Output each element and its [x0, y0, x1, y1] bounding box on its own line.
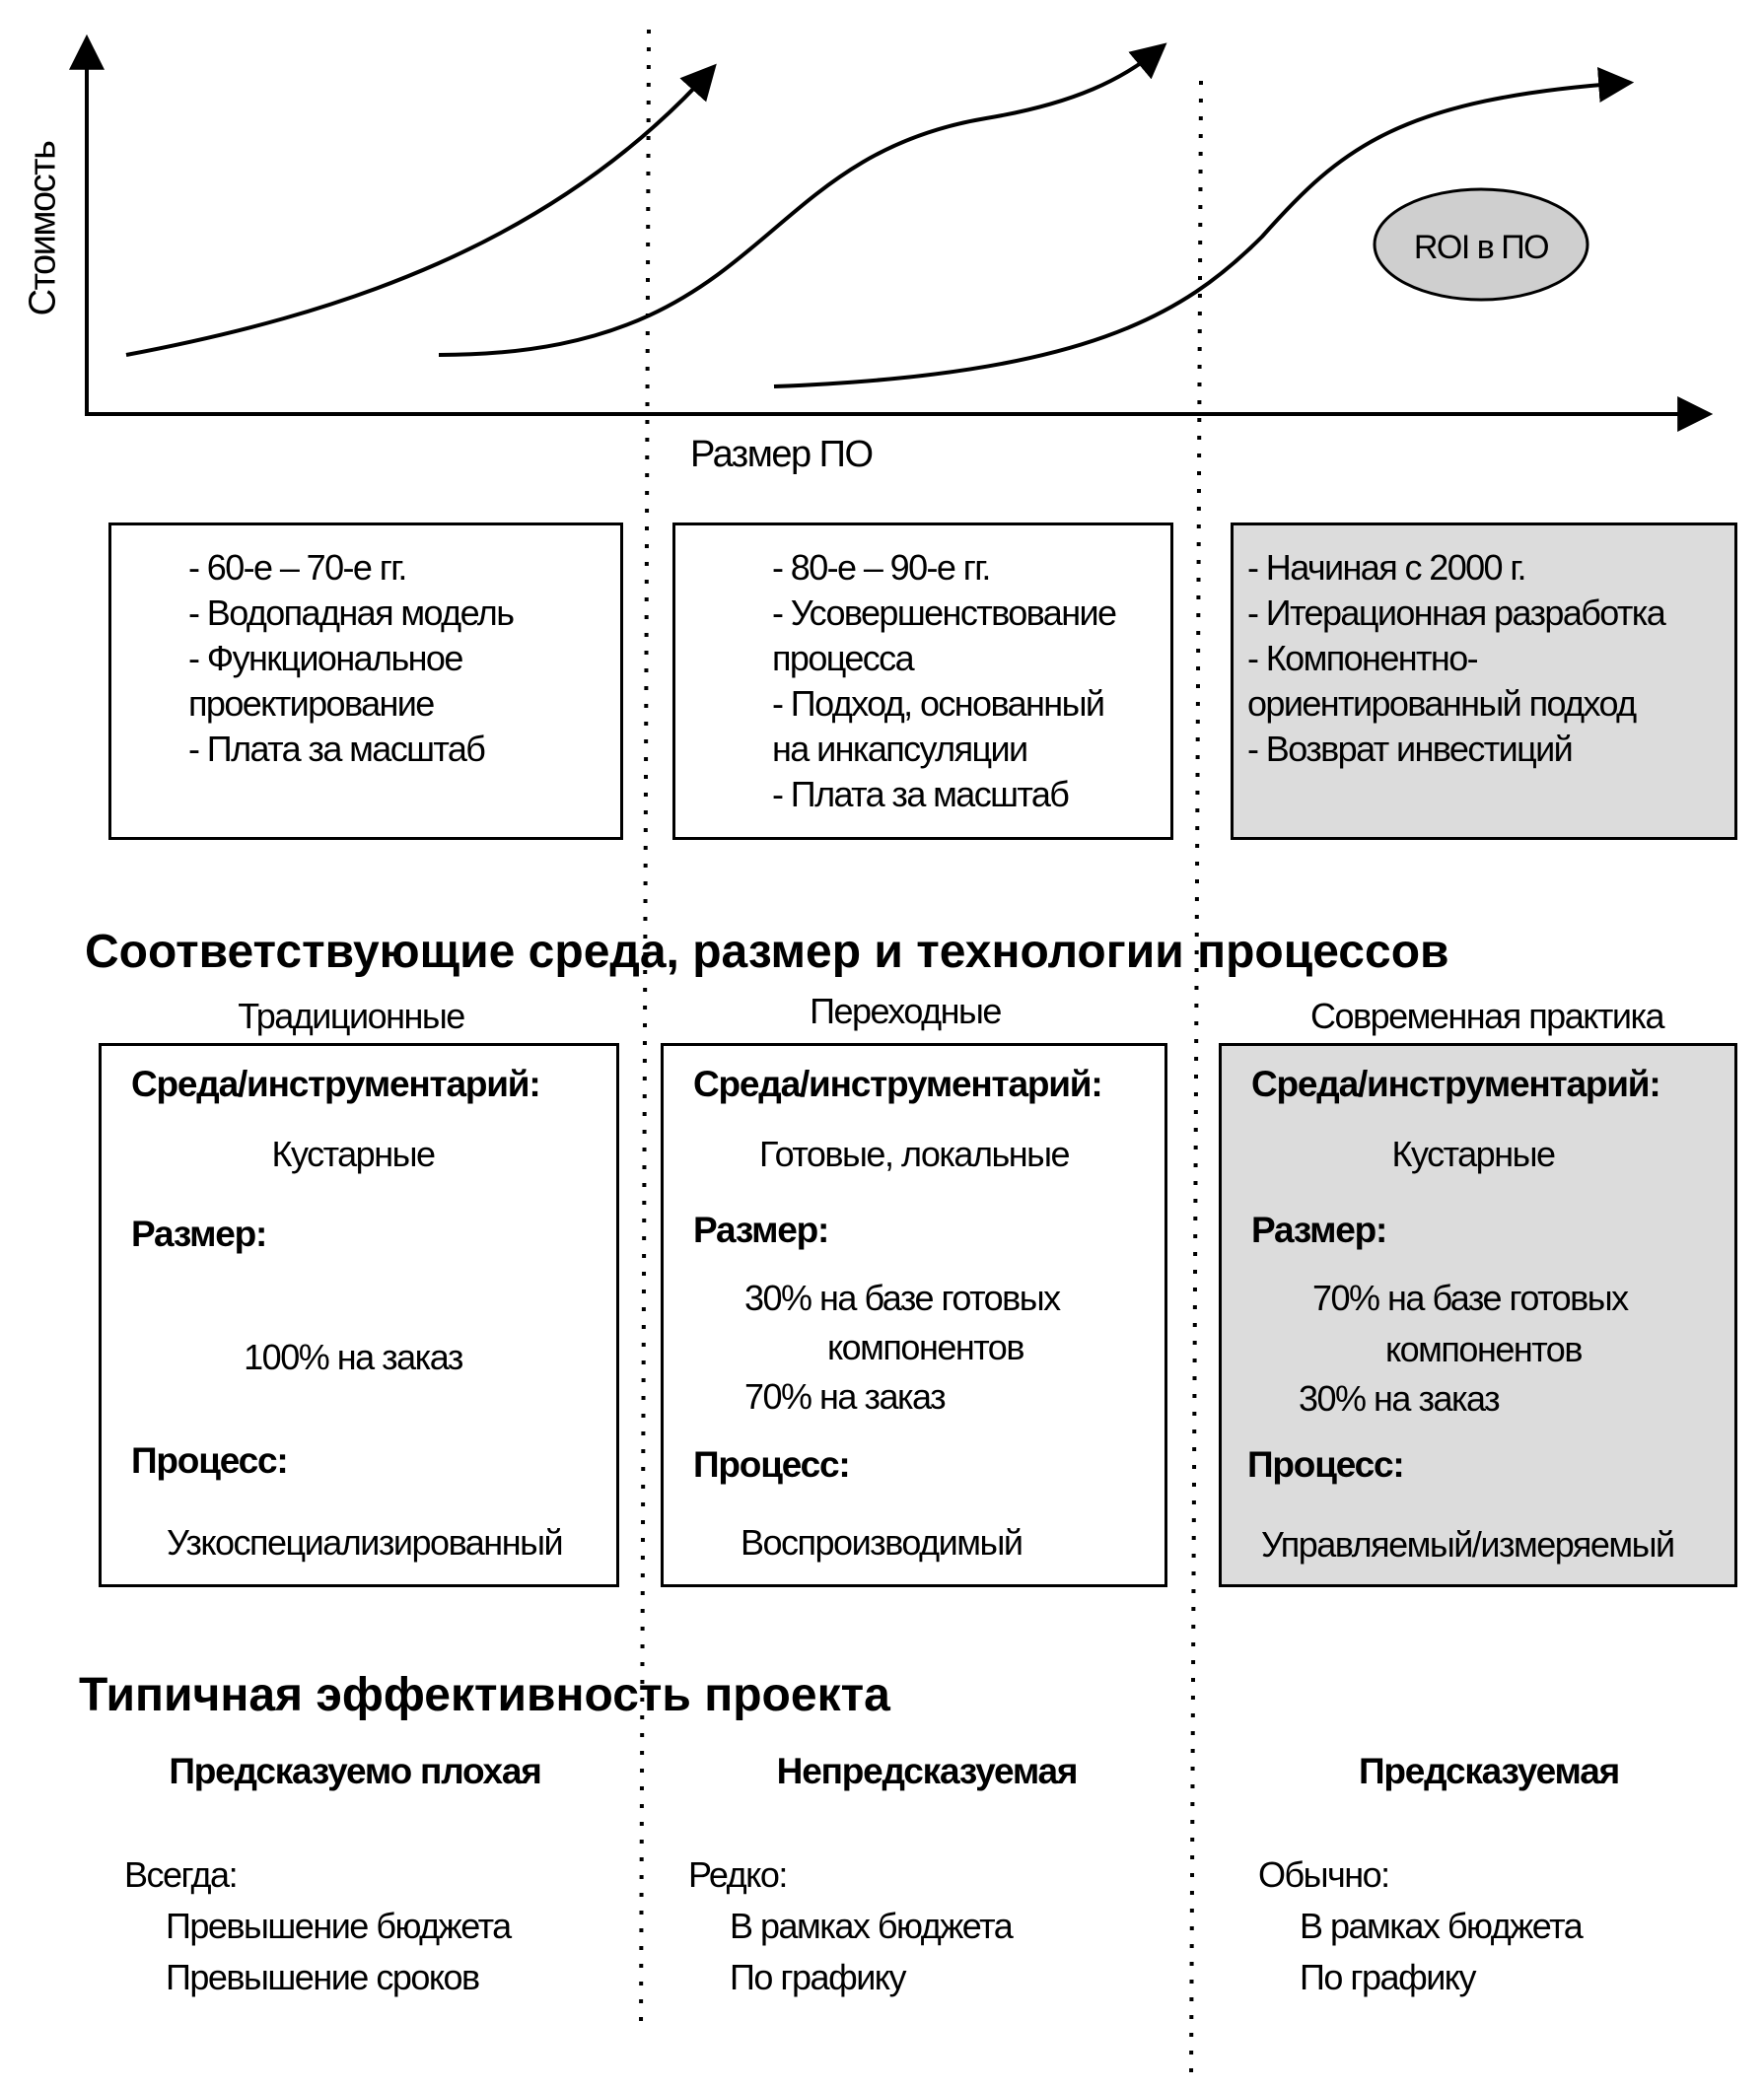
era-item: - 80-е – 90-е гг. [772, 545, 1170, 591]
era-list-transitional [772, 545, 1170, 817]
era-box-modern [1231, 522, 1737, 840]
perf-item: Превышение бюджета [166, 1906, 511, 1946]
perf-item: По графику [730, 1957, 905, 1997]
env-box-modern [1219, 1043, 1737, 1587]
process-value: Узкоспециализированный [167, 1522, 563, 1563]
process-label: Процесс: [693, 1444, 850, 1485]
size-value: 30% на заказ [1299, 1378, 1500, 1419]
era-item: - Подход, основанный на инкапсуляции [772, 681, 1127, 772]
era-item: - Функциональное проектирование [188, 636, 484, 727]
x-axis-label: Размер ПО [690, 434, 873, 475]
perf-title-unpredictable: Непредсказуемая [776, 1751, 1078, 1791]
env-value: Кустарные [1391, 1134, 1555, 1174]
section-heading-performance: Типичная эффективность проекта [79, 1669, 890, 1721]
era-item: - Плата за масштаб [772, 772, 1170, 817]
era-divider-1 [641, 30, 649, 2031]
size-value: 70% на базе готовых [1312, 1278, 1628, 1318]
perf-item: В рамках бюджета [1300, 1906, 1583, 1946]
env-label: Среда/инструментарий: [131, 1064, 540, 1104]
perf-title-predictably-bad: Предсказуемо плохая [169, 1751, 541, 1791]
size-value: 30% на базе готовых [744, 1278, 1060, 1318]
process-label: Процесс: [131, 1440, 288, 1481]
curve-transitional [439, 47, 1162, 355]
perf-details-unpredictable [688, 1849, 1012, 2003]
perf-item: В рамках бюджета [730, 1906, 1013, 1946]
perf-lead: Обычно: [1258, 1854, 1389, 1895]
era-item: - Итерационная разработка [1247, 591, 1734, 636]
env-label: Среда/инструментарий: [1251, 1064, 1660, 1104]
perf-item: Превышение сроков [166, 1957, 479, 1997]
era-item: - 60-е – 70-е гг. [188, 545, 620, 591]
size-value: 70% на заказ [744, 1376, 946, 1417]
column-title-modern: Современная практика [1309, 996, 1664, 1036]
env-box-transitional [661, 1043, 1167, 1587]
y-axis-label: Стоимость [22, 141, 64, 316]
process-value: Воспроизводимый [741, 1522, 1023, 1563]
roi-callout-text: ROI в ПО [1413, 229, 1549, 266]
era-list-traditional [188, 545, 620, 772]
column-title-traditional: Традиционные [238, 996, 464, 1036]
size-value: компонентов [827, 1327, 1023, 1367]
size-value: 100% на заказ [244, 1337, 462, 1377]
perf-details-predictably-bad [124, 1849, 511, 2003]
size-label: Размер: [693, 1210, 829, 1250]
env-value: Готовые, локальные [759, 1134, 1069, 1174]
process-label: Процесс: [1247, 1444, 1404, 1485]
size-value: компонентов [1385, 1329, 1582, 1369]
size-label: Размер: [131, 1214, 267, 1254]
env-value: Кустарные [271, 1134, 435, 1174]
era-item: - Водопадная модель [188, 591, 620, 636]
era-item: - Плата за масштаб [188, 727, 620, 772]
env-box-traditional [99, 1043, 619, 1587]
era-divider-2 [1191, 81, 1201, 2082]
column-title-transitional: Переходные [810, 991, 1001, 1031]
era-list-modern [1247, 545, 1734, 772]
era-item: - Начиная с 2000 г. [1247, 545, 1734, 591]
perf-lead: Всегда: [124, 1854, 238, 1895]
era-box-transitional [672, 522, 1173, 840]
perf-title-predictable: Предсказуемая [1359, 1751, 1619, 1791]
era-item: - Усовершенствование процесса [772, 591, 1147, 681]
perf-item: По графику [1300, 1957, 1475, 1997]
env-label: Среда/инструментарий: [693, 1064, 1102, 1104]
era-item: - Возврат инвестиций [1247, 727, 1734, 772]
perf-lead: Редко: [688, 1854, 787, 1895]
era-item: - Компонентно-ориентированный подход [1247, 636, 1735, 727]
size-label: Размер: [1251, 1210, 1387, 1250]
perf-details-predictable [1258, 1849, 1582, 2003]
section-heading-environment: Соответствующие среда, размер и технологии процессов [85, 926, 1449, 978]
process-value: Управляемый/измеряемый [1261, 1524, 1674, 1565]
era-box-traditional [108, 522, 623, 840]
curve-traditional [126, 69, 712, 355]
